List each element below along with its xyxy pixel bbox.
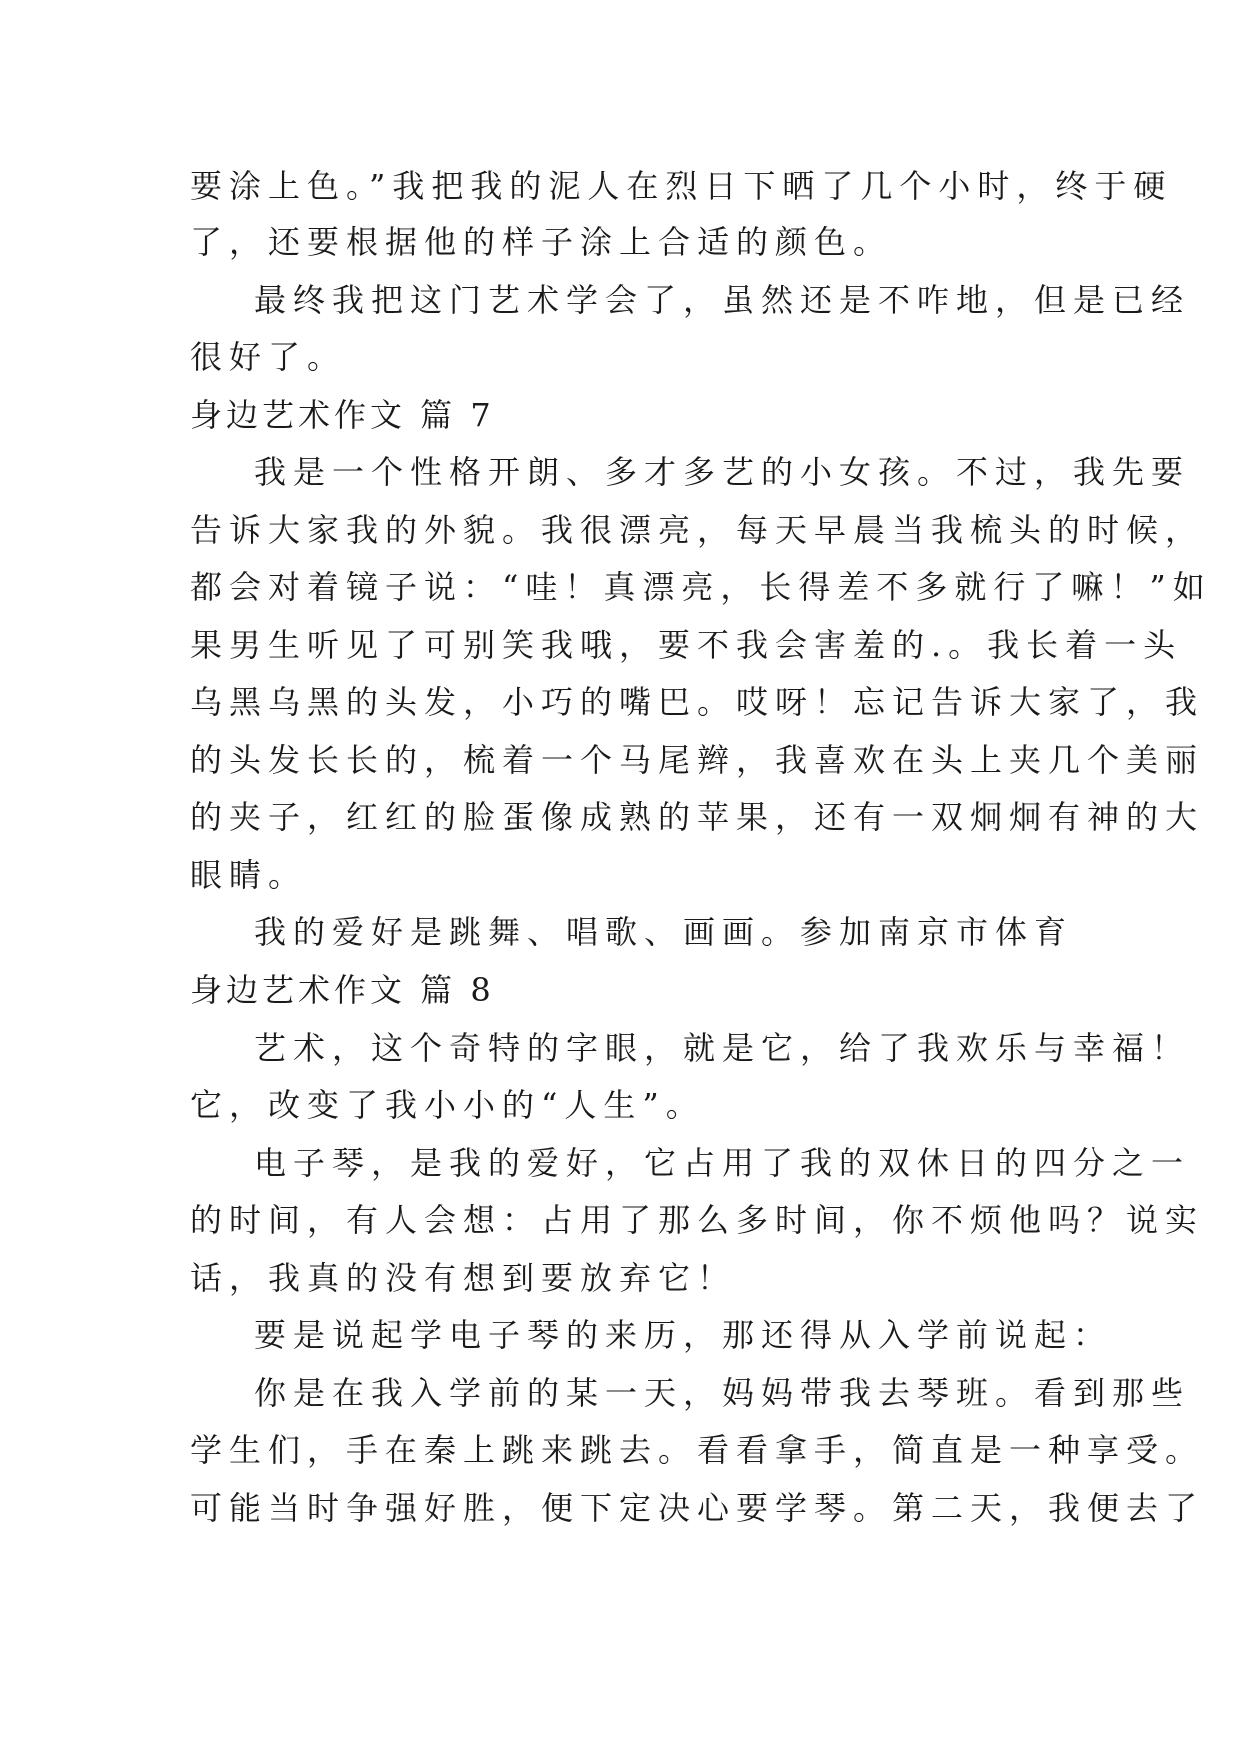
paragraph-start-line: 要是说起学电子琴的来历，那还得从入学前说起：: [254, 1316, 1113, 1354]
text-line: 乌黑乌黑的头发，小巧的嘴巴。哎呀！忘记告诉大家了，我: [190, 683, 1205, 721]
text-line: 学生们，手在秦上跳来跳去。看看拿手，简直是一种享受。: [190, 1431, 1205, 1469]
section-heading: 身边艺术作文 篇 7: [190, 396, 495, 434]
paragraph-start-line: 我是一个性格开朗、多才多艺的小女孩。不过，我先要: [254, 453, 1191, 491]
text-line: 眼睛。: [190, 856, 308, 894]
text-line: 它，改变了我小小的“人生”。: [190, 1086, 705, 1124]
paragraph-start-line: 你是在我入学前的某一天，妈妈带我去琴班。看到那些: [254, 1374, 1191, 1412]
paragraph-start-line: 艺术，这个奇特的字眼，就是它，给了我欢乐与幸福！: [254, 1029, 1191, 1067]
text-line: 果男生听见了可别笑我哦，要不我会害羞的.。我长着一头: [190, 626, 1183, 664]
paragraph-start-line: 我的爱好是跳舞、唱歌、画画。参加南京市体育: [254, 913, 1074, 951]
text-line: 都会对着镜子说：“哇！真漂亮，长得差不多就行了嘛！”如: [190, 568, 1212, 606]
text-line: 话，我真的没有想到要放弃它！: [190, 1259, 737, 1297]
text-line: 的头发长长的，梳着一个马尾辫，我喜欢在头上夹几个美丽: [190, 741, 1205, 779]
text-line: 了，还要根据他的样子涂上合适的颜色。: [190, 223, 893, 261]
text-line: 很好了。: [190, 338, 347, 376]
paragraph-start-line: 最终我把这门艺术学会了，虽然还是不咋地，但是已经: [254, 281, 1191, 319]
text-line: 要涂上色。”我把我的泥人在烈日下晒了几个小时，终于硬: [190, 167, 1173, 205]
text-line: 的时间，有人会想：占用了那么多时间，你不烦他吗？说实: [190, 1201, 1205, 1239]
paragraph-start-line: 电子琴，是我的爱好，它占用了我的双休日的四分之一: [254, 1144, 1191, 1182]
section-heading: 身边艺术作文 篇 8: [190, 971, 495, 1009]
text-line: 可能当时争强好胜，便下定决心要学琴。第二天，我便去了: [190, 1489, 1205, 1527]
text-line: 告诉大家我的外貌。我很漂亮，每天早晨当我梳头的时候，: [190, 511, 1205, 549]
text-line: 的夹子，红红的脸蛋像成熟的苹果，还有一双炯炯有神的大: [190, 798, 1205, 836]
